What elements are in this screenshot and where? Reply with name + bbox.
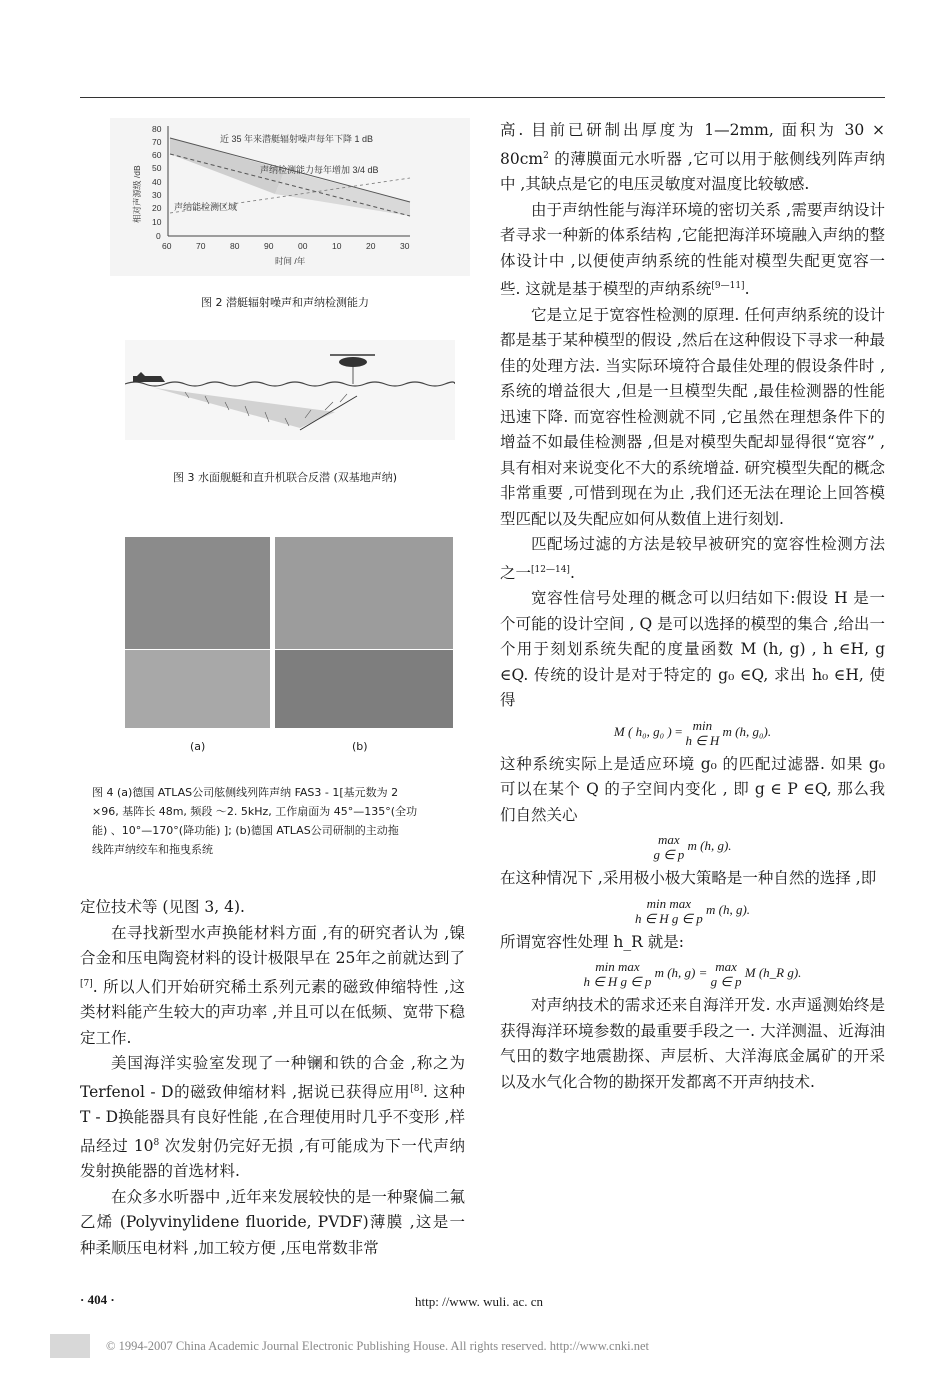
y-tick: 70: [152, 137, 162, 147]
annotation: 声纳能检测区域: [174, 202, 238, 212]
x-tick: 90: [264, 241, 274, 251]
y-tick: 30: [152, 190, 162, 200]
paragraph: 高. 目前已研制出厚度为 1—2mm, 面积为 $30 \times 80cm^2$ 的薄膜面元水听器 ,它可以用于舷侧线列阵声纳中 ,其缺点是它的电压灵敏度对温度比较敏感.: [500, 121, 885, 194]
y-tick: 20: [152, 203, 162, 213]
equation-3: min max h ∈ H g ∈ p m (h, g).: [634, 895, 751, 926]
x-tick: 60: [162, 241, 172, 251]
copyright-text: © 1994-2007 China Academic Journal Electronic Publishing House. All rights reserved. http://www.cnki.net: [106, 1339, 649, 1353]
photo-b-bottom: [275, 650, 453, 728]
y-tick: 80: [152, 124, 162, 134]
photo-b-top: [275, 537, 453, 649]
x-tick: 70: [196, 241, 206, 251]
paragraph: 所谓宽容性处理 h_R 就是:: [500, 932, 684, 951]
figure-4-label-a: (a): [190, 740, 206, 753]
figure-2-caption: 图 2 潜艇辐射噪声和声纳检测能力: [201, 296, 369, 309]
paragraph: 在众多水听器中 ,近年来发展较快的是一种聚偏二氟乙烯 (Polyvinylidene fluoride, PVDF)薄膜 ,这是一种柔顺压电材料 ,加工较方便 ,压电常数非常: [80, 1187, 465, 1257]
y-tick: 10: [152, 217, 162, 227]
equation-4: min max h ∈ H g ∈ p m (h, g) = max g ∈ p M (h_R g).: [583, 959, 802, 990]
copyright-bar: [50, 1334, 910, 1358]
equation-2: max g ∈ p m (h, g).: [653, 832, 732, 863]
photo-a-bottom: [125, 650, 270, 728]
figure-2-chart: [110, 118, 470, 276]
x-tick: 20: [366, 241, 376, 251]
annotation: 近 35 年来潜艇辐射噪声每年下降 1 dB: [220, 134, 374, 144]
x-tick: 30: [400, 241, 410, 251]
equation-1: M ( h₀, g₀ ) = min h ∈ H m (h, g₀).: [613, 717, 772, 748]
x-tick: 10: [332, 241, 342, 251]
journal-url: http: //www. wuli. ac. cn: [415, 1294, 544, 1309]
header-rule: [80, 97, 885, 98]
page-number: · 404 ·: [80, 1292, 115, 1307]
x-axis-label: 时间 /年: [275, 256, 306, 266]
y-tick: 0: [156, 231, 161, 241]
left-column-text: [80, 895, 465, 1261]
paragraph: 宽容性信号处理的概念可以归结如下:假设 H 是一个可能的设计空间 , Q 是可以选择的模型的集合 ,给出一个用于刻划系统失配的度量函数 M (h, g) , h ∈H, g ∈Q. 传统的设计是对于特定的 g₀ ∈Q, 求出 h₀ ∈H, 使得: [500, 589, 885, 710]
paragraph: 它是立足于宽容性检测的原理. 任何声纳系统的设计都是基于某种模型的假设 ,然后在这种假设下寻求一种最佳的处理方法. 当实际环境符合最佳处理的假设条件时 ,系统的增益很大 ,但是一旦模型失配 ,最佳检测器的性能迅速下降. 而宽容性检测就不同 ,它虽然在理想条件下的增益不如最佳检测器 ,但是对模型失配却显得很“宽容” ,具有相对来说变化不大的系统增益. 研究模型失配的概念非常重要 ,可惜到现在为止 ,我们还无法在理论上回答模型匹配以及失配应如何从数值上进行刻划.: [500, 305, 885, 528]
x-tick: 00: [298, 241, 308, 251]
y-tick: 40: [152, 177, 162, 187]
paragraph: 定位技术等 (见图 3, 4).: [80, 898, 245, 916]
paragraph: 这种系统实际上是适应环境 g₀ 的匹配过滤器. 如果 g₀ 可以在某个 Q 的子空间内变化 , 即 g ∈ P ∈Q, 那么我们自然关心: [500, 754, 885, 824]
figure-4-caption: 图 4 (a)德国 ATLAS公司舷侧线列阵声纳 FAS3 - 1[基元数为 2 ×96, 基阵长 48m, 频段 ～2. 5kHz, 工作扇面为 45°—135°(全功 能) 、10°—170°(降功能) ]; (b)德国 ATLAS公司研制的主动拖 线阵声纳绞车和拖曳系统: [92, 786, 418, 856]
figure-3-caption: 图 3 水面舰艇和直升机联合反潜 (双基地声纳): [172, 471, 398, 484]
paragraph: 美国海洋实验室发现了一种镧和铁的合金 ,称之为 Terfenol - D的磁致伸缩材料 ,据说已获得应用[8]. 这种 T - D换能器具有良好性能 ,在合理使用时几乎不变形 ,样品经过 $10^8$ 次发射仍完好无损 ,有可能成为下一代声纳发射换能器的首选材料.: [80, 1054, 465, 1181]
annotation: 声纳检测能力每年增加 3/4 dB: [260, 165, 379, 175]
right-column-text: [500, 118, 885, 1095]
x-tick: 80: [230, 241, 240, 251]
y-tick: 60: [152, 150, 162, 160]
y-axis-label: 相对声源级 /dB: [132, 165, 142, 223]
paragraph: 在寻找新型水声换能材料方面 ,有的研究者认为 ,镍合金和压电陶瓷材料的设计极限早在 25年之前就达到了[7]. 所以人们开始研究稀土系列元素的磁致伸缩特性 ,这类材料能产生较大的声功率 ,并且可以在低频、宽带下稳定工作.: [80, 923, 465, 1047]
paragraph: 在这种情况下 ,采用极小极大策略是一种自然的选择 ,即: [500, 869, 877, 888]
paragraph: 匹配场过滤的方法是较早被研究的宽容性检测方法之一[12—14].: [500, 535, 885, 582]
paragraph: 由于声纳性能与海洋环境的密切关系 ,需要声纳设计者寻求一种新的体系结构 ,它能把海洋环境融入声纳的整体设计中 ,以便使声纳系统的性能对模型失配更宽容一些. 这就是基于模型的声纳系统[9—11].: [500, 200, 885, 299]
cnki-logo-icon: [50, 1334, 90, 1358]
photo-a-top: [125, 537, 270, 649]
paragraph: 对声纳技术的需求还来自海洋开发. 水声遥测始终是获得海洋环境参数的最重要手段之一. 大洋测温、近海油气田的数字地震勘探、声层析、大洋海底金属矿的开采以及水气化合物的勘探开发都离不开声纳技术.: [500, 996, 885, 1091]
figure-4-label-b: (b): [352, 740, 368, 753]
figure-3-illustration: [125, 340, 455, 440]
y-tick: 50: [152, 163, 162, 173]
